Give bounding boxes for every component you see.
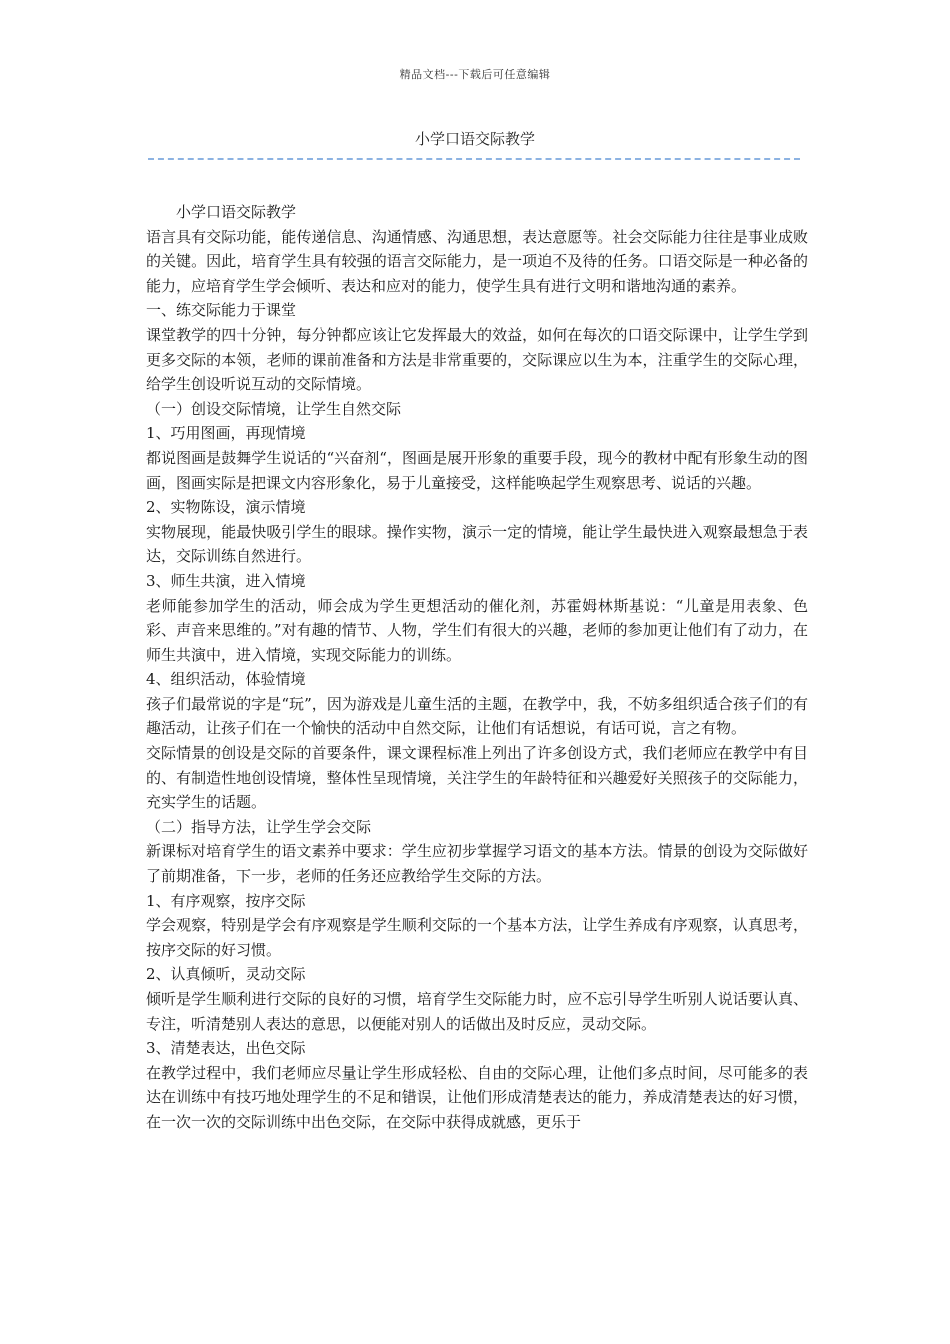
document-body (146, 200, 808, 1135)
body-paragraph: 2、实物陈设，演示情境 (146, 498, 306, 517)
body-paragraph: 1、有序观察，按序交际 (146, 891, 306, 910)
body-paragraph: 3、师生共演，进入情境 (146, 571, 306, 590)
title-divider (148, 158, 800, 160)
body-paragraph: 课堂教学的四十分钟，每分钟都应该让它发挥最大的效益，如何在每次的口语交际课中，让学生学到更多交际的本领，老师的课前准备和方法是非常重要的，交际课应以生为本，注重学生的交际心理，给学生创设听说互动的交际情境。 (146, 325, 808, 394)
body-paragraph: 实物展现，能最快吸引学生的眼球。操作实物，演示一定的情境，能让学生最快进入观察最想急于表达，交际训练自然进行。 (146, 522, 808, 566)
body-paragraph: 小学口语交际教学 (176, 203, 297, 221)
body-paragraph: （二）指导方法，让学生学会交际 (146, 817, 372, 836)
body-paragraph: 学会观察，特别是学会有序观察是学生顺利交际的一个基本方法，让学生养成有序观察，认真思考，按序交际的好习惯。 (146, 916, 808, 959)
body-paragraph: 语言具有交际功能，能传递信息、沟通情感、沟通思想，表达意愿等。社会交际能力往往是事业成败的关键。因此，培育学生具有较强的语言交际能力，是一项迫不及待的任务。口语交际是一种必备的能力，应培育学生学会倾听、表达和应对的能力，使学生具有进行文明和谐地沟通的素养。 (146, 227, 808, 295)
body-paragraph: 孩子们最常说的字是“玩”，因为游戏是儿童生活的主题，在教学中，我，不妨多组织适合孩子们的有趣活动，让孩子们在一个愉快的活动中自然交际，让他们有话想说，有话可说，言之有物。 (146, 694, 808, 738)
body-paragraph: 交际情景的创设是交际的首要条件，课文课程标准上列出了许多创设方式，我们老师应在教学中有目的、有制造性地创设情境，整体性呈现情境，关注学生的年龄特征和兴趣爱好关照孩子的交际能力，充实学生的话题。 (146, 744, 808, 812)
body-paragraph: 2、认真倾听，灵动交际 (146, 965, 306, 984)
body-paragraph: 一、练交际能力于课堂 (146, 301, 297, 320)
body-paragraph: 3、清楚表达，出色交际 (146, 1039, 306, 1058)
body-paragraph: 都说图画是鼓舞学生说话的“兴奋剂“，图画是展开形象的重要手段，现今的教材中配有形象生动的图画，图画实际是把课文内容形象化，易于儿童接受，这样能唤起学生观察思考、说话的兴趣。 (146, 448, 808, 492)
document-title: 小学口语交际教学 (414, 130, 535, 148)
page-header-watermark: 精品文档---下载后可任意编辑 (399, 68, 551, 81)
body-paragraph: 1、巧用图画，再现情境 (146, 424, 306, 443)
body-paragraph: 在教学过程中，我们老师应尽量让学生形成轻松、自由的交际心理，让他们多点时间，尽可能多的表达在训练中有技巧地处理学生的不足和错误，让他们形成清楚表达的能力，养成清楚表达的好习惯，在一次一次的交际训练中出色交际，在交际中获得成就感，更乐于 (146, 1063, 808, 1131)
body-paragraph: 4、组织活动，体验情境 (146, 670, 306, 689)
body-paragraph: 新课标对培育学生的语文素养中要求：学生应初步掌握学习语文的基本方法。情景的创设为交际做好了前期准备，下一步，老师的任务还应教给学生交际的方法。 (146, 842, 808, 886)
body-paragraph: 倾听是学生顺利进行交际的良好的习惯，培育学生交际能力时，应不忘引导学生听别人说话要认真、专注，听清楚别人表达的意思，以便能对别人的话做出及时反应，灵动交际。 (146, 990, 808, 1033)
body-paragraph: （一）创设交际情境，让学生自然交际 (146, 399, 402, 418)
body-paragraph: 老师能参加学生的活动，师会成为学生更想活动的催化剂，苏霍姆林斯基说：“儿童是用表象、色彩、声音来思维的。”对有趣的情节、人物，学生们有很大的兴趣，老师的参加更让他们有了动力，在师生共演中，进入情境，实现交际能力的训练。 (146, 596, 808, 664)
